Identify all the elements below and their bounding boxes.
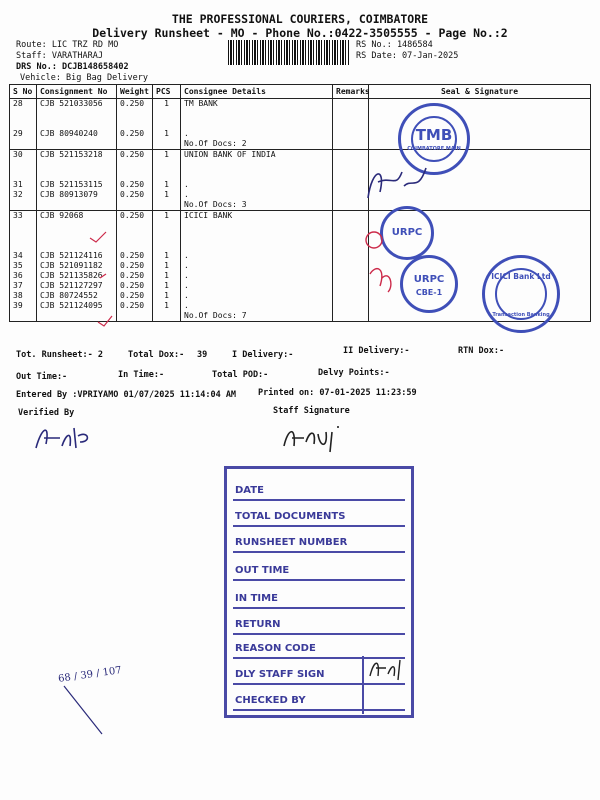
- cell-consignee: .: [181, 261, 333, 271]
- cell-weight: 0.250: [117, 261, 153, 271]
- cell-sno: 31: [10, 180, 37, 190]
- cell-consignment: CJB 521135826: [37, 271, 117, 281]
- empty-cell: [10, 160, 37, 170]
- spacer-row: [10, 160, 591, 170]
- empty-cell: [153, 241, 181, 251]
- col-consignment: Consignment No: [37, 85, 117, 99]
- entered-by: Entered By :VPRIYAMO 01/07/2025 11:14:04 AM: [16, 390, 237, 400]
- cell-sno: [10, 139, 37, 150]
- cell-sno: 32: [10, 190, 37, 200]
- cell-consignment: CJB 521153218: [37, 150, 117, 161]
- col-consignee: Consignee Details: [181, 85, 333, 99]
- cell-weight: 0.250: [117, 301, 153, 311]
- empty-cell: [37, 109, 117, 119]
- stamp-rule: [233, 551, 405, 553]
- icici-seal-sub: Transaction Banking: [492, 312, 550, 318]
- empty-cell: [181, 109, 333, 119]
- cell-remarks: [333, 99, 369, 110]
- stamp-rule: [233, 525, 405, 527]
- stamp-rule: [233, 579, 405, 581]
- total-dox-value: 39: [197, 350, 208, 360]
- stamp-label: TOTAL DOCUMENTS: [235, 511, 346, 522]
- staff-signature-label: Staff Signature: [273, 406, 350, 416]
- empty-cell: [10, 241, 37, 251]
- cell-consignee: No.Of Docs: 2: [181, 139, 333, 150]
- empty-cell: [181, 221, 333, 231]
- staff-label: Staff: VARATHARAJ: [16, 51, 103, 61]
- empty-cell: [181, 160, 333, 170]
- cell-consignee: TM BANK: [181, 99, 333, 110]
- cell-sno: 29: [10, 129, 37, 139]
- stamp-rule: [233, 607, 405, 609]
- cell-weight: 0.250: [117, 150, 153, 161]
- table-header: [10, 85, 591, 99]
- staff-signature: [280, 420, 360, 454]
- cell-consignment: CJB 521124095: [37, 301, 117, 311]
- cell-weight: 0.250: [117, 251, 153, 261]
- cell-weight: 0.250: [117, 99, 153, 110]
- cell-consignment: CJB 80724552: [37, 291, 117, 301]
- runsheet-subtitle: Delivery Runsheet - MO - Phone No.:0422-3505555 - Page No.:2: [92, 26, 508, 40]
- cell-consignee: .: [181, 291, 333, 301]
- cell-sno: 38: [10, 291, 37, 301]
- icici-bank-seal: [482, 255, 560, 333]
- empty-cell: [37, 160, 117, 170]
- empty-cell: [369, 109, 591, 119]
- stamp-label: DLY STAFF SIGN: [235, 669, 325, 680]
- cell-consignment: CJB 521033056: [37, 99, 117, 110]
- cell-consignee: UNION BANK OF INDIA: [181, 150, 333, 161]
- cell-weight: 0.250: [117, 190, 153, 200]
- table-row: [10, 129, 591, 139]
- company-title: THE PROFESSIONAL COURIERS, COIMBATORE: [171, 12, 429, 26]
- empty-cell: [153, 221, 181, 231]
- empty-cell: [10, 170, 37, 180]
- cell-consignment: CJB 521124116: [37, 251, 117, 261]
- spacer-row: [10, 170, 591, 180]
- cell-pcs: 1: [153, 271, 181, 281]
- empty-cell: [10, 221, 37, 231]
- table-row: [10, 99, 591, 110]
- tmb-seal-sub: COIMBATORE MAIN: [407, 146, 461, 152]
- drs-label: DRS No.: DCJB148658402: [16, 62, 129, 72]
- icici-seal-text: ICICI Bank Ltd: [491, 272, 551, 281]
- union-bank-signature: [362, 158, 442, 208]
- tick-marks: [88, 230, 128, 330]
- stamp-label: IN TIME: [235, 593, 278, 604]
- cell-consignee: .: [181, 180, 333, 190]
- cell-consignment: CJB 521153115: [37, 180, 117, 190]
- cell-consignee: .: [181, 190, 333, 200]
- cell-sno: 34: [10, 251, 37, 261]
- empty-cell: [333, 109, 369, 119]
- empty-cell: [117, 170, 153, 180]
- stamp-rule: [233, 633, 405, 635]
- cell-remarks: [333, 311, 369, 322]
- empty-cell: [10, 119, 37, 129]
- cell-sno: [10, 311, 37, 322]
- cell-consignment: CJB 80913079: [37, 190, 117, 200]
- out-time: Out Time:-: [16, 372, 68, 382]
- stamp-label: DATE: [235, 485, 264, 496]
- cell-consignee: .: [181, 301, 333, 311]
- cell-remarks: [333, 139, 369, 150]
- handwritten-count-text: 68 / 39 / 107: [57, 665, 123, 685]
- stamp-rule: [233, 499, 405, 501]
- verified-by: Verified By: [18, 408, 75, 418]
- stamp-label: RETURN: [235, 619, 281, 630]
- urpc-cbe-seal-sub: CBE-1: [415, 288, 443, 297]
- cell-pcs: 1: [153, 251, 181, 261]
- empty-cell: [37, 170, 117, 180]
- cell-sno: 28: [10, 99, 37, 110]
- stamp-staff-signature: [366, 654, 410, 682]
- cell-consignee: .: [181, 271, 333, 281]
- empty-cell: [153, 119, 181, 129]
- cell-weight: 0.250: [117, 211, 153, 222]
- cell-weight: 0.250: [117, 129, 153, 139]
- cell-pcs: [153, 139, 181, 150]
- i-delivery: I Delivery:-: [232, 350, 294, 360]
- cell-sno: 39: [10, 301, 37, 311]
- empty-cell: [181, 170, 333, 180]
- vehicle-label: Vehicle: Big Bag Delivery: [20, 73, 148, 83]
- empty-cell: [181, 241, 333, 251]
- ii-delivery: II Delivery:-: [343, 346, 410, 356]
- in-time: In Time:-: [118, 370, 165, 380]
- stamp-label: OUT TIME: [235, 565, 290, 576]
- cell-pcs: 1: [153, 150, 181, 161]
- cell-pcs: 1: [153, 211, 181, 222]
- cell-consignment: CJB 521127297: [37, 281, 117, 291]
- cell-consignee: .: [181, 129, 333, 139]
- table-row: [10, 139, 591, 150]
- stamp-label: REASON CODE: [235, 643, 316, 654]
- rtn-dox: RTN Dox:-: [458, 346, 505, 356]
- cell-sno: 33: [10, 211, 37, 222]
- cell-consignment: [37, 200, 117, 211]
- table-row: [10, 150, 591, 161]
- empty-cell: [37, 119, 117, 129]
- cell-pcs: 1: [153, 261, 181, 271]
- cell-consignee: ICICI BANK: [181, 211, 333, 222]
- col-weight: Weight: [117, 85, 153, 99]
- cell-remarks: [333, 211, 369, 222]
- empty-cell: [153, 231, 181, 241]
- empty-cell: [153, 160, 181, 170]
- cell-pcs: 1: [153, 129, 181, 139]
- cell-weight: 0.250: [117, 291, 153, 301]
- stamp-label: RUNSHEET NUMBER: [235, 537, 348, 548]
- cell-pcs: [153, 311, 181, 322]
- cell-sno: 36: [10, 271, 37, 281]
- cell-consignee: .: [181, 251, 333, 261]
- rs-number: RS No.: 1486584: [356, 40, 433, 50]
- cell-consignment: CJB 80940240: [37, 129, 117, 139]
- tot-runsheet: Tot. Runsheet:- 2: [16, 350, 103, 360]
- tmb-seal-text: TMB: [415, 126, 453, 144]
- cell-consignee: .: [181, 281, 333, 291]
- empty-cell: [153, 170, 181, 180]
- stamp-rule: [233, 709, 405, 711]
- stamp-rule: [233, 683, 405, 685]
- cell-pcs: 1: [153, 180, 181, 190]
- table-row: [10, 200, 591, 211]
- rs-date: RS Date: 07-Jan-2025: [356, 51, 459, 61]
- stamp-divider: [362, 656, 364, 714]
- empty-cell: [10, 231, 37, 241]
- cell-consignment: [37, 139, 117, 150]
- handwritten-count-note: [58, 664, 128, 744]
- col-pcs: PCS: [153, 85, 181, 99]
- cell-weight: 0.250: [117, 281, 153, 291]
- empty-cell: [117, 119, 153, 129]
- cell-consignment: CJB 92068: [37, 211, 117, 222]
- barcode: [228, 40, 350, 65]
- col-remarks: Remarks: [333, 85, 369, 99]
- total-pod: Total POD:-: [212, 370, 269, 380]
- empty-cell: [117, 160, 153, 170]
- cell-pcs: 1: [153, 190, 181, 200]
- table-row: [10, 190, 591, 200]
- cell-pcs: 1: [153, 281, 181, 291]
- spacer-row: [10, 109, 591, 119]
- red-ink-marks: [360, 228, 420, 308]
- empty-cell: [153, 109, 181, 119]
- printed-on: Printed on: 07-01-2025 11:23:59: [258, 388, 417, 398]
- cell-sno: 37: [10, 281, 37, 291]
- cell-remarks: [333, 129, 369, 139]
- route-label: Route: LIC TRZ RD MO: [16, 40, 119, 50]
- table-row: [10, 180, 591, 190]
- verified-signature: [30, 420, 100, 454]
- cell-pcs: 1: [153, 291, 181, 301]
- cell-consignment: CJB 521091182: [37, 261, 117, 271]
- cell-weight: 0.250: [117, 271, 153, 281]
- urpc-cbe-seal-text: URPC: [413, 274, 445, 285]
- cell-weight: [117, 200, 153, 211]
- cell-sno: 35: [10, 261, 37, 271]
- cell-consignee: No.Of Docs: 3: [181, 200, 333, 211]
- cell-weight: [117, 139, 153, 150]
- total-dox-label: Total Dox:-: [128, 350, 185, 360]
- stamp-label: CHECKED BY: [235, 695, 306, 706]
- cell-seal: [369, 99, 591, 110]
- empty-cell: [181, 119, 333, 129]
- urpc-seal-text: URPC: [391, 227, 423, 238]
- cell-consignee: No.Of Docs: 7: [181, 311, 333, 322]
- empty-cell: [181, 231, 333, 241]
- cell-pcs: [153, 200, 181, 211]
- delvy-points: Delvy Points:-: [318, 368, 390, 378]
- empty-cell: [333, 119, 369, 129]
- col-sno: S No: [10, 85, 37, 99]
- cell-pcs: 1: [153, 99, 181, 110]
- cell-sno: 30: [10, 150, 37, 161]
- empty-cell: [117, 109, 153, 119]
- cell-pcs: 1: [153, 301, 181, 311]
- spacer-row: [10, 119, 591, 129]
- cell-seal: [369, 311, 591, 322]
- col-seal: Seal & Signature: [369, 85, 591, 99]
- table-row: [10, 211, 591, 222]
- cell-weight: 0.250: [117, 180, 153, 190]
- empty-cell: [10, 109, 37, 119]
- cell-sno: [10, 200, 37, 211]
